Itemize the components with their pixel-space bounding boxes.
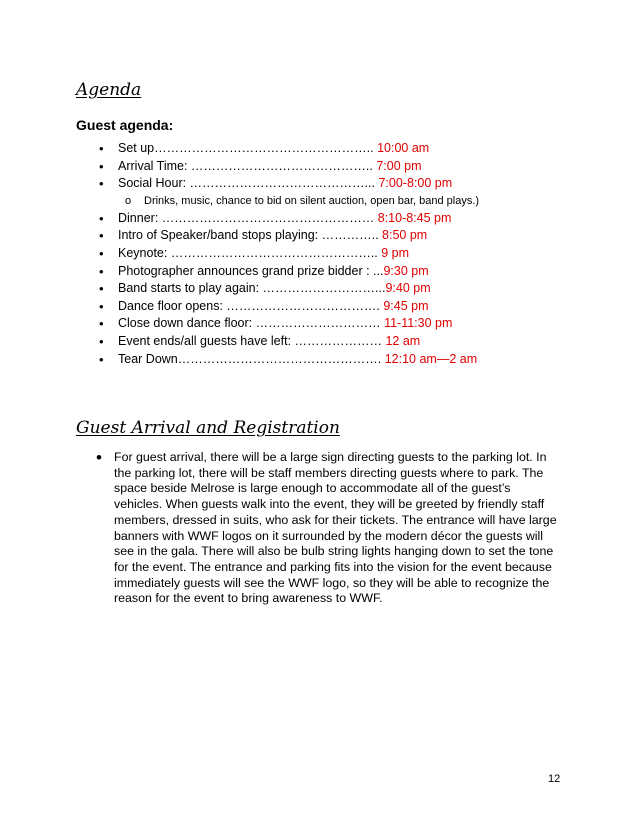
bullet-icon: • — [99, 263, 104, 279]
agenda-item-time: 11-11:30 pm — [380, 316, 453, 331]
agenda-list — [96, 140, 576, 368]
agenda-item — [96, 333, 576, 351]
bullet-icon: • — [99, 281, 104, 297]
agenda-item-label: Dinner: …………………………………………… — [118, 210, 375, 225]
agenda-item-time: 12:10 am—2 am — [381, 351, 478, 366]
agenda-item-label: Intro of Speaker/band stops playing: ………….. — [118, 228, 379, 243]
agenda-sub-item — [96, 193, 576, 210]
guest-arrival-heading: Guest Arrival and Registration — [76, 418, 340, 438]
agenda-item-time: 7:00-8:00 pm — [374, 176, 453, 191]
agenda-item-time: 8:50 pm — [378, 228, 428, 243]
page-number: 12 — [548, 773, 561, 785]
agenda-item-time: 9:30 pm — [383, 263, 429, 278]
agenda-heading: Agenda — [76, 80, 142, 100]
agenda-item-label: Set up…………………………………………….. — [118, 141, 374, 155]
bullet-icon: • — [99, 176, 104, 192]
bullet-icon: • — [96, 448, 102, 467]
guest-agenda-label: Guest agenda: — [76, 117, 174, 133]
agenda-item — [96, 158, 576, 176]
agenda-item-time: 10:00 am — [373, 141, 430, 155]
circle-bullet-icon: o — [125, 194, 132, 207]
agenda-item — [96, 263, 576, 281]
agenda-item — [96, 298, 576, 316]
bullet-icon: • — [99, 141, 104, 156]
agenda-item — [96, 351, 576, 369]
bullet-icon: • — [99, 228, 104, 244]
agenda-item-label: Band starts to play again: ………………………... — [118, 281, 386, 296]
agenda-item-label: Photographer announces grand prize bidder : ... — [118, 263, 384, 278]
agenda-item — [96, 140, 576, 158]
agenda-item-label: Drinks, music, chance to bid on silent auction, open bar, band plays.) — [144, 194, 480, 207]
agenda-item-label: Keynote: ………………………………………….. — [118, 245, 378, 260]
agenda-item-time: 9:40 pm — [385, 281, 431, 296]
agenda-item-label: Event ends/all guests have left: ………………… — [118, 333, 382, 348]
bullet-icon: • — [99, 245, 104, 261]
bullet-icon: • — [99, 333, 104, 349]
guest-arrival-paragraph: For guest arrival, there will be a large sign directing guests to the parking lot. In the parking lot, there will be staff members directing guests where to park. The space beside Melrose is large enough to accommodate all of the guest’s vehicles. When guests walk into the event, they will be greeted by friendly staff members, dressed in suits, who ask for their tickets. The entrance will have large banners with WWF logos on it surrounded by the modern décor the guests will see in the gala. There will also be bulb string lights hanging down to set the tone for the event. The entrance and parking fits into the vision for the event because immediately guests will see the WWF logo, so they will be able to recognize the reason for the event to bring awareness to WWF. — [114, 450, 557, 606]
agenda-item — [96, 175, 576, 193]
agenda-item-time: 9:45 pm — [379, 298, 429, 313]
agenda-item-label: Close down dance floor: ………………………… — [118, 316, 381, 331]
guest-arrival-bullet-item — [96, 450, 566, 607]
bullet-icon: • — [99, 316, 104, 332]
agenda-item-label: Arrival Time: …………………………………….. — [118, 158, 373, 173]
agenda-item — [96, 245, 576, 263]
agenda-item-time: 7:00 pm — [372, 158, 422, 173]
agenda-item-label: Tear Down…………………………………………. — [118, 351, 382, 366]
bullet-icon: • — [99, 351, 104, 367]
agenda-item-time: 9 pm — [377, 245, 410, 260]
agenda-item-label: Social Hour: ……………………………………... — [118, 176, 375, 191]
bullet-icon: • — [99, 158, 104, 174]
agenda-item-label: Dance floor opens: ………………………………. — [118, 298, 380, 313]
bullet-icon: • — [99, 298, 104, 314]
agenda-item-time: 12 am — [382, 333, 421, 348]
bullet-icon: • — [99, 210, 104, 226]
agenda-item — [96, 280, 576, 298]
agenda-item — [96, 315, 576, 333]
agenda-item — [96, 210, 576, 228]
agenda-item-time: 8:10-8:45 pm — [374, 210, 452, 225]
agenda-item — [96, 227, 576, 245]
